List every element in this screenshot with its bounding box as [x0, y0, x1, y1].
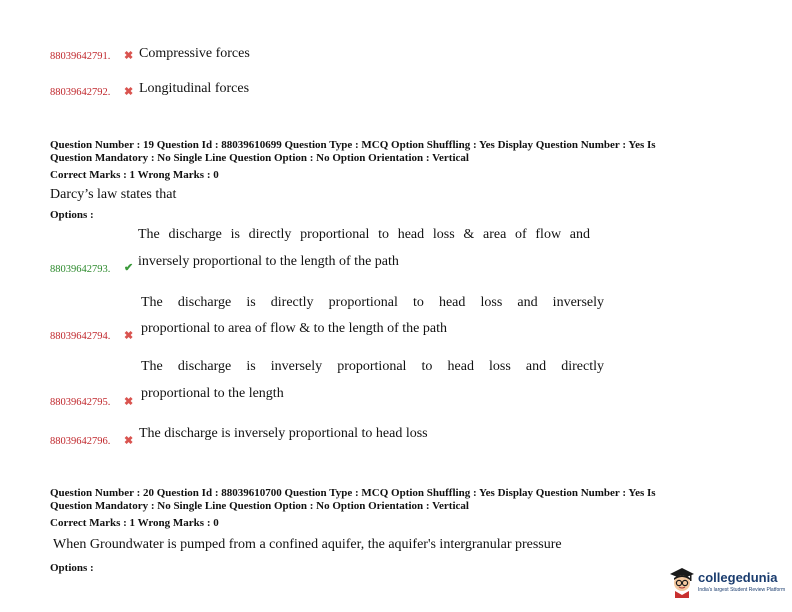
- wrong-mark-icon: ✖: [124, 86, 134, 98]
- brand-name: collegedunia: [698, 570, 778, 585]
- question-marks: Correct Marks : 1 Wrong Marks : 0: [50, 169, 219, 181]
- question-meta-line-1: Question Number : 20 Question Id : 88039610700 Question Type : MCQ Option Shuffling : Yes Display Question Number : Yes Is: [50, 487, 656, 499]
- option-id: 88039642796.: [50, 436, 111, 447]
- option-text-line-2: proportional to area of flow & to the length of the path: [141, 321, 447, 336]
- question-meta-line-2: Question Mandatory : No Single Line Question Option : No Option Orientation : Vertical: [50, 152, 469, 164]
- question-marks: Correct Marks : 1 Wrong Marks : 0: [50, 517, 219, 529]
- option-text: Longitudinal forces: [139, 81, 250, 96]
- option-id: 88039642791.: [50, 51, 111, 62]
- option-text: Compressive forces: [139, 46, 250, 61]
- wrong-mark-icon: ✖: [124, 435, 134, 447]
- mascot-icon: [668, 566, 696, 598]
- collegedunia-logo: [668, 566, 786, 600]
- brand-tagline: India's largest Student Review Platform: [698, 587, 786, 593]
- option-text-line-2: inversely proportional to the length of the path: [138, 254, 399, 269]
- option-id: 88039642792.: [50, 87, 111, 98]
- options-label: Options :: [50, 562, 94, 574]
- wrong-mark-icon: ✖: [124, 50, 134, 62]
- wrong-mark-icon: ✖: [124, 396, 134, 408]
- option-id: 88039642793.: [50, 264, 111, 275]
- option-text: The discharge is inversely proportional to head loss: [139, 426, 428, 441]
- option-text-line-1: The discharge is inversely proportional to head loss and directly: [141, 359, 604, 374]
- question-text: Darcy’s law states that: [50, 187, 177, 202]
- option-text-line-1: The discharge is directly proportional to head loss & area of flow and: [138, 227, 590, 242]
- wrong-mark-icon: ✖: [124, 330, 134, 342]
- option-text-line-1: The discharge is directly proportional to head loss and inversely: [141, 295, 604, 310]
- option-id: 88039642794.: [50, 331, 111, 342]
- question-meta-line-2: Question Mandatory : No Single Line Question Option : No Option Orientation : Vertical: [50, 500, 469, 512]
- question-meta-line-1: Question Number : 19 Question Id : 88039610699 Question Type : MCQ Option Shuffling : Yes Display Question Number : Yes Is: [50, 139, 656, 151]
- correct-mark-icon: ✔: [124, 262, 134, 274]
- option-text-line-2: proportional to the length: [141, 386, 284, 401]
- options-label: Options :: [50, 209, 94, 221]
- question-text: When Groundwater is pumped from a confined aquifer, the aquifer's intergranular pressure: [53, 537, 562, 552]
- option-id: 88039642795.: [50, 397, 111, 408]
